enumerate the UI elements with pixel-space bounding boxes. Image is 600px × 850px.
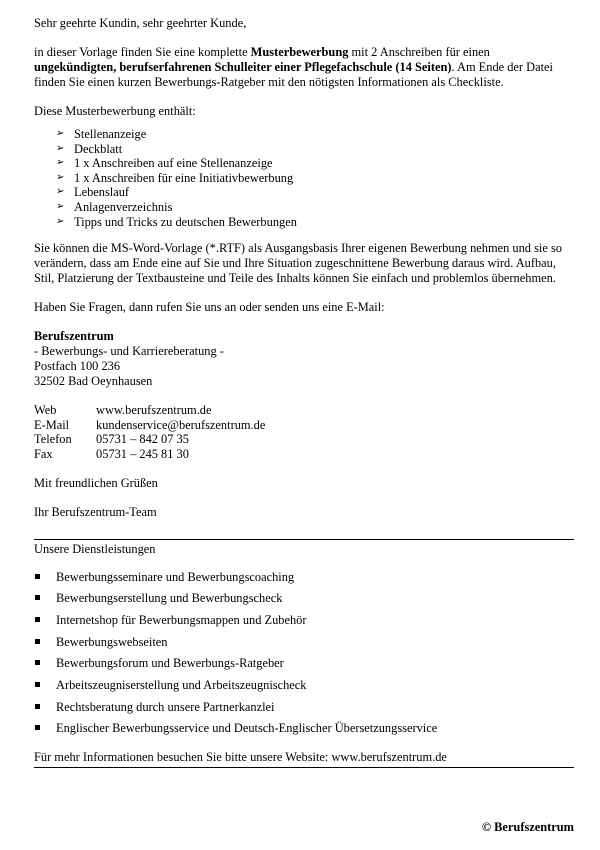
square-bullet-icon [35, 617, 40, 622]
services-heading: Unsere Dienstleistungen [34, 541, 156, 556]
intro-bold-1: Musterbewerbung [250, 45, 349, 59]
intro-text-1: in dieser Vorlage finden Sie eine komplette [34, 45, 251, 59]
questions-text: Haben Sie Fragen, dann rufen Sie uns an oder senden uns eine E-Mail: [34, 300, 385, 315]
intro-text-2: mit 2 Anschreiben für einen [348, 45, 490, 59]
list-item: ➢ Deckblatt [56, 141, 123, 156]
list-item: Internetshop für Bewerbungsmappen und Zubehör [34, 613, 574, 635]
divider [34, 767, 574, 768]
contact-table [34, 403, 574, 461]
list-item: Englischer Bewerbungsservice und Deutsch-Englischer Übersetzungsservice [34, 721, 574, 743]
square-bullet-icon [35, 682, 40, 687]
arrow-bullet-icon: ➢ [56, 157, 65, 169]
arrow-bullet-icon: ➢ [56, 128, 65, 139]
website-link[interactable]: www.berufszentrum.de [96, 403, 212, 418]
website-note[interactable]: Für mehr Informationen besuchen Sie bitte unsere Website: www.berufszentrum.de [34, 750, 447, 765]
list-item: ➢ Anlagenverzeichnis [56, 199, 173, 214]
email-link[interactable]: kundenservice@berufszentrum.de [96, 417, 266, 432]
list-item: ➢ Stellenanzeige [56, 127, 147, 141]
contact-label: Telefon [34, 432, 72, 447]
list-item: ➢ 1 x Anschreiben auf eine Stellenanzeige [56, 156, 273, 171]
arrow-bullet-icon: ➢ [56, 186, 65, 198]
closing: Mit freundlichen Grüßen [34, 475, 158, 490]
square-bullet-icon [35, 725, 40, 730]
intro-bold-2: ungekündigten, berufserfahrenen Schulleiter einer Pflegefachschule (14 Seiten) [34, 60, 452, 74]
usage-paragraph: Sie können die MS-Word-Vorlage (*.RTF) als Ausgangsbasis Ihrer eigenen Bewerbung nehmen und sie so verändern, dass am Ende eine auf Sie und Ihre Situation zugeschnittene Bewerbung daraus wird. Aufbau, Stil, Platzierung der Textbausteine und Teile des Inhalts können Sie einfach und problemlos übernehmen. [34, 241, 562, 286]
document-page [34, 16, 574, 768]
arrow-bullet-icon: ➢ [56, 171, 65, 183]
list-item: Arbeitszeugniserstellung und Arbeitszeugnischeck [34, 678, 574, 700]
arrow-bullet-icon: ➢ [56, 200, 65, 212]
list-item: ➢ 1 x Anschreiben für eine Initiativbewerbung [56, 170, 294, 185]
contact-label: Fax [34, 446, 53, 461]
salutation: Sehr geehrte Kundin, sehr geehrter Kunde, [34, 16, 247, 30]
square-bullet-icon [35, 574, 40, 579]
company-name: Berufszentrum [34, 329, 114, 344]
fax-value: 05731 – 245 81 30 [96, 446, 189, 461]
list-item: Bewerbungsforum und Bewerbungs-Ratgeber [34, 656, 574, 678]
square-bullet-icon [35, 595, 40, 600]
square-bullet-icon [35, 704, 40, 709]
contents-heading: Diese Musterbewerbung enthält: [34, 104, 196, 118]
list-item: Rechtsberatung durch unsere Partnerkanzlei [34, 700, 574, 722]
arrow-bullet-icon: ➢ [56, 215, 65, 227]
list-item: Bewerbungserstellung und Bewerbungscheck [34, 591, 574, 613]
contact-label: E-Mail [34, 417, 70, 432]
copyright-notice: © Berufszentrum [481, 820, 574, 834]
signature: Ihr Berufszentrum-Team [34, 504, 157, 519]
intro-paragraph [34, 45, 574, 90]
square-bullet-icon [35, 639, 40, 644]
address-city: 32502 Bad Oeynhausen [34, 374, 153, 389]
list-item: ➢ Lebenslauf [56, 185, 130, 200]
company-tagline: - Bewerbungs- und Karriereberatung - [34, 344, 224, 359]
list-item: Bewerbungsseminare und Bewerbungscoaching [34, 570, 574, 592]
contact-label: Web [34, 403, 57, 418]
arrow-bullet-icon: ➢ [56, 142, 65, 154]
intro-text-3: . Am Ende der Datei finden Sie einen kurzen Bewerbungs-Ratgeber mit den nötigsten Informationen als Checkliste. [34, 60, 553, 89]
address-block [34, 329, 574, 389]
services-list [34, 570, 574, 744]
list-item: Bewerbungswebseiten [34, 635, 574, 657]
list-item: ➢ Tipps und Tricks zu deutschen Bewerbungen [56, 214, 297, 229]
phone-value: 05731 – 842 07 35 [96, 432, 189, 447]
contents-list [34, 127, 574, 229]
address-street: Postfach 100 236 [34, 359, 121, 374]
square-bullet-icon [35, 660, 40, 665]
divider [34, 539, 574, 540]
